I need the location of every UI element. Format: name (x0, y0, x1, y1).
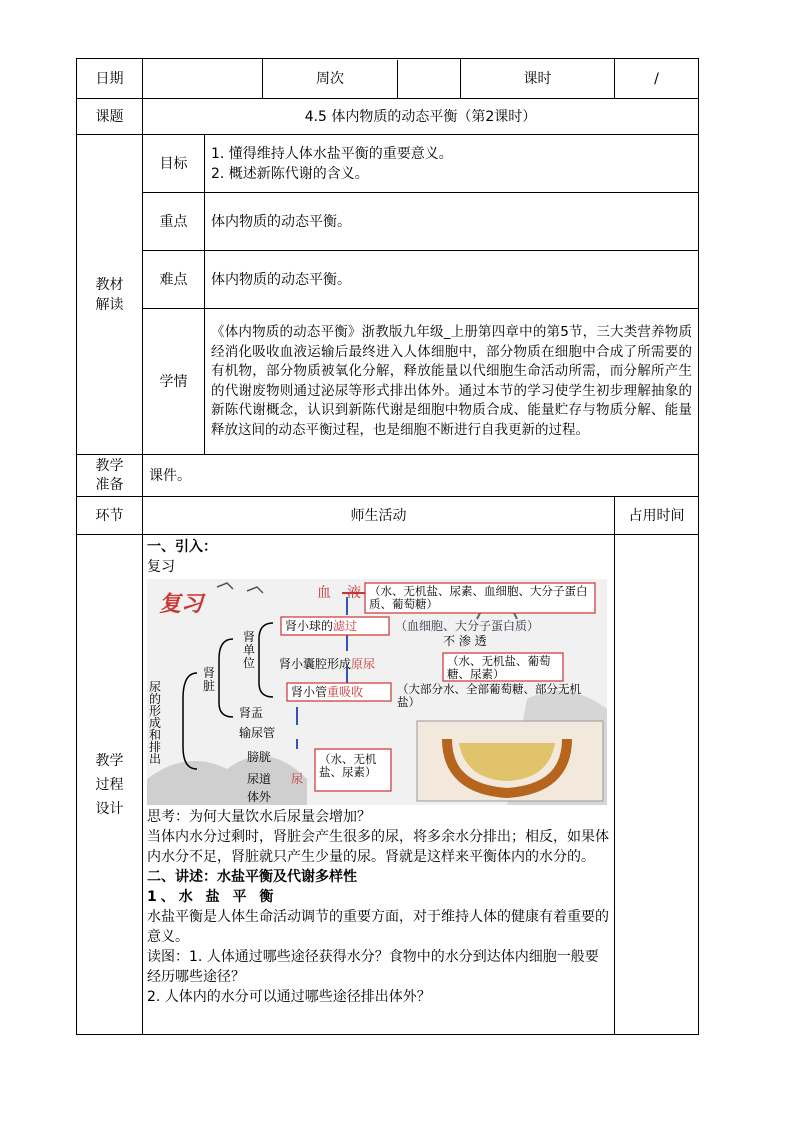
diagram-tubule (291, 686, 363, 699)
think-answer: 当体内水分过剩时，肾脏会产生很多的尿，将多余水分排出；相反，如果体内水分不足，肾脏就只产生少量的尿。肾就是这样来平衡体内的水分的。 (147, 829, 609, 865)
urine-formation-diagram (147, 579, 607, 805)
diagram-ureter: 输尿管 (239, 726, 276, 740)
diagram-urethra: 尿道 (247, 772, 272, 786)
diagram-kidney: 肾脏 (203, 666, 216, 693)
week-cell (263, 59, 461, 99)
section-heading: 二、讲述：水盐平衡及代谢多样性 (147, 869, 357, 885)
diagram-primary-urine: 原尿 (351, 657, 376, 671)
question-1: 读图：1. 人体通过哪些途径获得水分？食物中的水分到达体内细胞一般要经历哪些途径？ (147, 949, 599, 985)
goal-label: 目标 (143, 135, 205, 193)
diagram-glomerulus (285, 620, 357, 633)
diagram-title: 复习 (159, 592, 204, 617)
paragraph: 水盐平衡是人体生命活动调节的重要方面，对于维持人体的健康有着重要的意义。 (147, 909, 609, 945)
period-value: / (615, 59, 699, 99)
difficulty-label: 难点 (143, 251, 205, 309)
situation-value: 《体内物质的动态平衡》浙教版九年级_上册第四章中的第5节，三大类营养物质经消化吸收血液运输后最终进入人体细胞中，部分物质在细胞中合成了所需要的有机物，部分物质被氧化分解，释放能量以代细胞生命活动所需，而分解所产生的代谢废物则通过泌尿等形式排出体外。通过本节的学习使学生初步理解抽象的新陈代谢概念，认识到新陈代谢是细胞中物质合成、能量贮存与物质分解、能量释放这间的动态平衡过程，也是细胞不断进行自我更新的过程。 (205, 309, 699, 455)
goal-item: 2. 概述新陈代谢的含义。 (211, 165, 369, 182)
difficulty-value: 体内物质的动态平衡。 (205, 251, 699, 309)
date-label: 日期 (77, 59, 143, 99)
process-content (143, 535, 615, 1035)
diagram-filter-note: （血细胞、大分子蛋白质） (395, 619, 540, 633)
goal-list (205, 135, 699, 193)
diagram-urine-path: 尿的形成和排出 (149, 680, 162, 766)
review-label: 复习 (147, 559, 175, 575)
diagram-filter: 滤过 (333, 619, 358, 633)
think-question: 思考：为何大量饮水后尿量会增加？ (147, 809, 371, 825)
process-label: 教学过程设计 (77, 535, 143, 1035)
time-value (615, 535, 699, 1035)
goal-item: 1. 懂得维持人体水盐平衡的重要意义。 (211, 145, 453, 162)
diagram-pelvis: 肾盂 (239, 706, 264, 720)
topic-value: 4.5 体内物质的动态平衡（第2课时） (143, 99, 699, 135)
diagram-tubule-label: 肾小管 (291, 685, 328, 699)
date-value (143, 59, 263, 99)
prep-value: 课件。 (143, 455, 699, 497)
subsection-heading: 1、水 盐 平 衡 (147, 889, 278, 905)
intro-heading: 一、引入： (147, 539, 217, 555)
week-label: 周次 (263, 60, 398, 98)
diagram-urine-content: （水、无机盐、尿素） (319, 752, 377, 779)
diagram-capsule (279, 658, 375, 671)
prep-label: 教学准备 (77, 455, 143, 497)
situation-label: 学情 (143, 309, 205, 455)
lesson-plan-table (76, 58, 699, 1035)
diagram-blood-content: （水、无机盐、尿素、血细胞、大分子蛋白质、葡萄糖） (369, 584, 588, 611)
diagram-blood: 血 (317, 585, 331, 601)
period-label: 课时 (461, 59, 615, 99)
diagram-kidney-unit: 肾单位 (243, 630, 256, 670)
diagram-capsule-label: 肾小囊腔形成 (279, 657, 352, 671)
key-label: 重点 (143, 193, 205, 251)
textbook-label: 教材解读 (77, 135, 143, 455)
diagram-blood2: 液 (347, 585, 361, 601)
activity-header: 师生活动 (143, 497, 615, 535)
diagram-urine: 尿 (291, 772, 304, 786)
key-value: 体内物质的动态平衡。 (205, 193, 699, 251)
question-2: 2. 人体内的水分可以通过哪些途径排出体外？ (147, 989, 431, 1005)
diagram-reabsorb: 重吸收 (327, 685, 364, 699)
topic-label: 课题 (77, 99, 143, 135)
time-header: 占用时间 (615, 497, 699, 535)
stage-header: 环节 (77, 497, 143, 535)
week-value (398, 60, 460, 98)
diagram-reabsorb-note: （大部分水、全部葡萄糖、部分无机盐） (397, 682, 581, 709)
diagram-outside: 体外 (247, 790, 272, 804)
diagram-primary-content: （水、无机盐、葡萄糖、尿素） (447, 654, 551, 681)
diagram-no-pass: 不 渗 透 (443, 634, 487, 648)
diagram-bladder: 膀胱 (247, 750, 272, 764)
diagram-glomerulus-label: 肾小球的 (285, 619, 334, 633)
